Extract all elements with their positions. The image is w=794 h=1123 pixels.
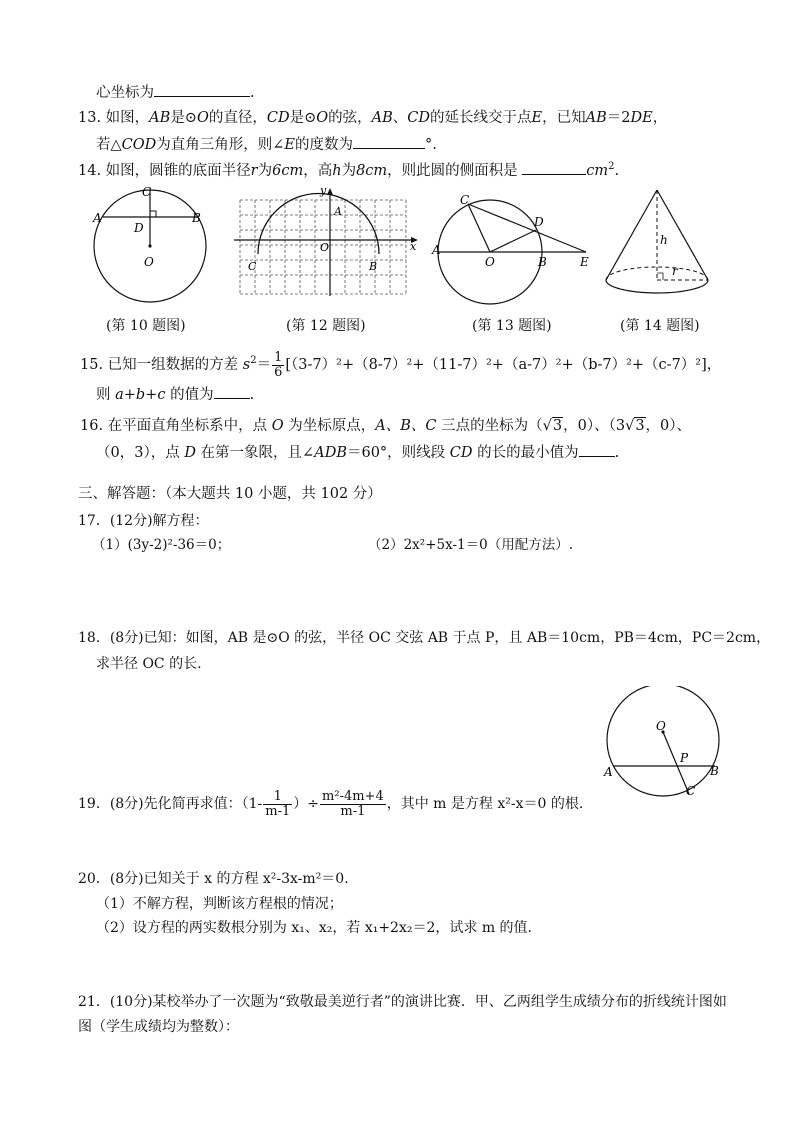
figure-13 [430, 186, 598, 306]
fig14-slant-left [606, 190, 657, 280]
fig13-label-c: C [460, 193, 470, 207]
question-20-part1: （1）不解方程，判断该方程根的情况； [96, 896, 343, 912]
fig10-label-b: B [192, 211, 201, 225]
fig10-label-c: C [142, 185, 152, 199]
fig14-label-h: h [660, 233, 668, 247]
question-17-part2: （2）2x²+5x-1＝0（用配方法）. [368, 537, 574, 553]
question-20-heading: 20．(8分)已知关于 x 的方程 x²-3x-m²＝0. [78, 871, 349, 887]
fig12-label-c: C [248, 260, 257, 273]
fig13-label-o: O [485, 255, 495, 269]
figure-18 [598, 686, 728, 802]
q19-fraction-1: $\frac{1}{m-1}$ [265, 788, 291, 819]
fig12-label-b: B [369, 260, 378, 273]
q12-tail: 心坐标为 . [96, 82, 255, 103]
q14-answer-blank[interactable] [522, 160, 586, 175]
figure-10 [86, 184, 216, 306]
fig13-label-e: E [580, 255, 589, 269]
figure-14 [600, 184, 718, 302]
fig13-caption: (第 13 题图) [472, 318, 552, 334]
q13-answer-blank[interactable] [353, 134, 425, 149]
q16-answer-blank[interactable] [579, 442, 615, 457]
question-20-part2: （2）设方程的两实数根分别为 x₁、x₂，若 x₁+2x₂＝2，试求 m 的值. [96, 920, 533, 936]
fig12-caption: (第 12 题图) [286, 318, 366, 334]
q12-answer-blank[interactable] [154, 82, 250, 97]
fig18-label-o: O [656, 719, 666, 733]
fig13-line-ce [468, 204, 586, 252]
question-16-line1: 16. 在平面直角坐标系中，点 O 为坐标原点，A、B、C 三点的坐标为（√3，0）、（3√3，0）、 [80, 418, 692, 434]
fig12-label-y: y [320, 184, 327, 197]
fig13-label-b: B [538, 255, 547, 269]
question-18-line2: 求半径 OC 的长. [96, 656, 202, 672]
question-15-line1: 15. 已知一组数据的方差 $s^2=$ $\frac{1}{6}$ [（3-7）²+（8-7）²+（11-7）²+（a-7）²+（b-7）²+（c-7）²]， [80, 349, 722, 380]
question-15-line2: 则 a+b+c 的值为 . [96, 384, 254, 405]
question-14: 14. 如图，圆锥的底面半径r为6cm，高h为8cm，则此圆的侧面积是 $cm^2$. [78, 161, 620, 179]
fig14-label-r: r [672, 264, 678, 278]
question-17-heading: 17．(12分)解方程： [78, 513, 209, 529]
fig10-point-o [148, 244, 151, 247]
fig10-label-d: D [134, 221, 144, 235]
fig18-label-a: A [604, 765, 613, 779]
question-21-line2: 图（学生成绩均为整数）： [78, 1019, 239, 1035]
fig14-base-front [606, 280, 708, 293]
fig10-label-o: O [144, 255, 154, 269]
q19-fraction-2: $\frac{\text{m²-4m+4}}{m-1}$ [322, 788, 384, 819]
fig14-caption: (第 14 题图) [620, 318, 700, 334]
question-19: 19．(8分)先化简再求值：（1- $\frac{1}{m-1}$ ）÷ $\frac{\text{m²-4m+4}}{m-1}$ ，其中 m 是方程 x²-x＝0 的根. [78, 788, 584, 819]
q15-fraction: $\frac{1}{6}$ [274, 349, 283, 380]
q15-answer-blank[interactable] [214, 384, 250, 399]
question-16-line2: （0，3），点 D 在第一象限，且∠ADB＝60°，则线段 CD 的长的最小值为 . [96, 442, 619, 463]
fig18-circle [607, 686, 719, 796]
fig18-label-c: C [686, 784, 696, 798]
fig18-label-b: B [710, 764, 719, 778]
fig18-label-p: P [680, 751, 689, 765]
fig12-label-a: A [334, 205, 342, 218]
fig13-label-a: A [432, 243, 441, 257]
question-18-line1: 18．(8分)已知：如图，AB 是⊙O 的弦，半径 OC 交弦 AB 于点 P，且 AB＝10cm，PB＝4cm，PC＝2cm， [78, 630, 771, 646]
fig14-right-angle [657, 273, 663, 280]
question-21-line1: 21．(10分)某校举办了一次题为“致敬最美逆行者”的演讲比赛．甲、乙两组学生成绩分布的折线统计图如 [78, 994, 727, 1010]
section-3-heading: 三、解答题：（本大题共 10 小题，共 102 分） [78, 486, 382, 502]
fig10-right-angle [150, 211, 156, 217]
fig13-line-od [490, 230, 536, 252]
fig10-label-a: A [93, 211, 102, 225]
figure-12 [228, 184, 424, 300]
question-13-line1: 13. 如图，AB是⊙O的直径，CD是⊙O的弦，AB、CD的延长线交于点E，已知AB＝2DE， [78, 110, 668, 126]
fig10-caption: (第 10 题图) [106, 318, 186, 334]
fig12-label-o: O [320, 241, 330, 254]
fig13-label-d: D [534, 215, 544, 229]
question-13-line2: 若△COD为直角三角形，则∠E的度数为 °. [96, 134, 437, 155]
question-17-part1: （1）(3y-2)²-36＝0； [92, 537, 231, 553]
fig12-label-x: x [410, 240, 417, 253]
